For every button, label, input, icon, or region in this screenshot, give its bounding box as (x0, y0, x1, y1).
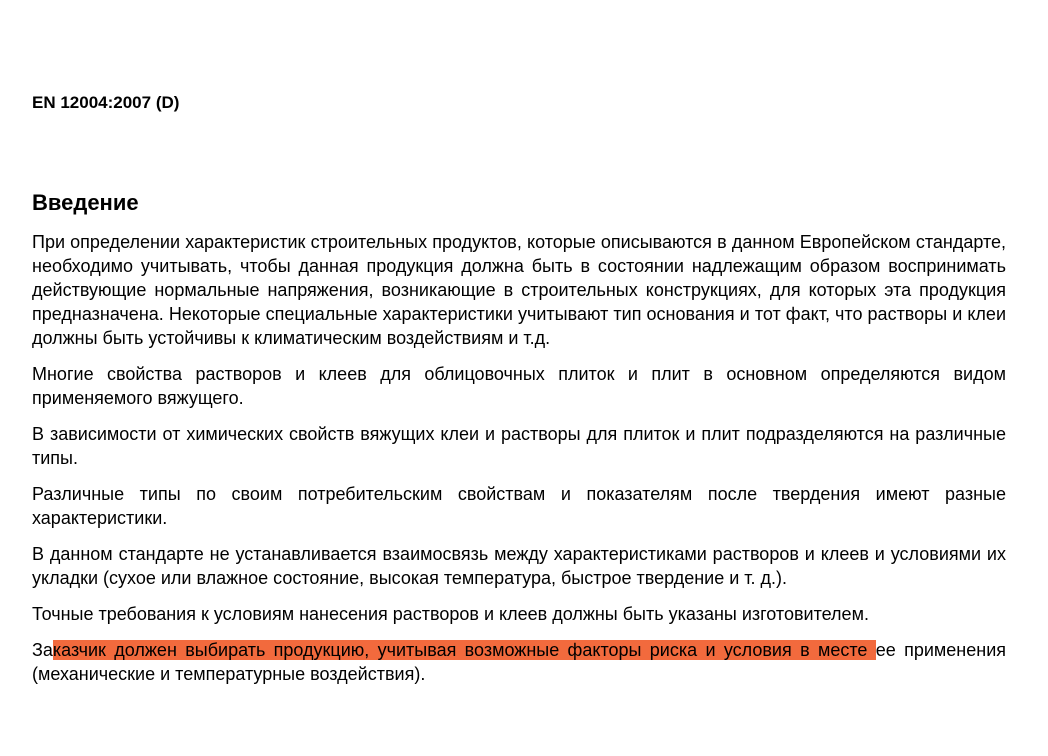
paragraph-7 (32, 638, 1006, 686)
paragraph-6: Точные требования к условиям нанесения растворов и клеев должны быть указаны изготовителем. (32, 604, 869, 624)
standard-id: EN 12004:2007 (D) (32, 93, 180, 112)
paragraph-7-end: ее применения (механические и температурные воздействия). (32, 640, 1006, 684)
paragraph-2: Многие свойства растворов и клеев для облицовочных плиток и плит в основном определяются видом применяемого вяжущего. (32, 364, 1006, 408)
highlighted-text: казчик должен выбирать продукцию, учитывая возможные факторы риска и условия в месте (52, 640, 876, 660)
paragraph-4: Различные типы по своим потребительским свойствам и показателям после твердения имеют разные характеристики. (32, 484, 1006, 528)
paragraph-5: В данном стандарте не устанавливается взаимосвязь между характеристиками растворов и клеев и условиями их укладки (сухое или влажное состояние, высокая температура, быстрое твердение и т. д.). (32, 544, 1006, 588)
document-body (32, 230, 1006, 698)
paragraph-3: В зависимости от химических свойств вяжущих клеи и растворы для плиток и плит подразделяются на различные типы. (32, 424, 1006, 468)
paragraph-7-start: За (32, 640, 53, 660)
section-title: Введение (32, 190, 139, 215)
paragraph-1: При определении характеристик строительных продуктов, которые описываются в данном Европейском стандарте, необходимо учитывать, чтобы данная продукция должна быть в состоянии надлежащим образом воспринимать действующие нормальные напряжения, возникающие в строительных конструкциях, для которых эта продукция предназначена. Некоторые специальные характеристики учитывают тип основания и тот факт, что растворы и клеи должны быть устойчивы к климатическим воздействиям и т.д. (32, 232, 1006, 348)
